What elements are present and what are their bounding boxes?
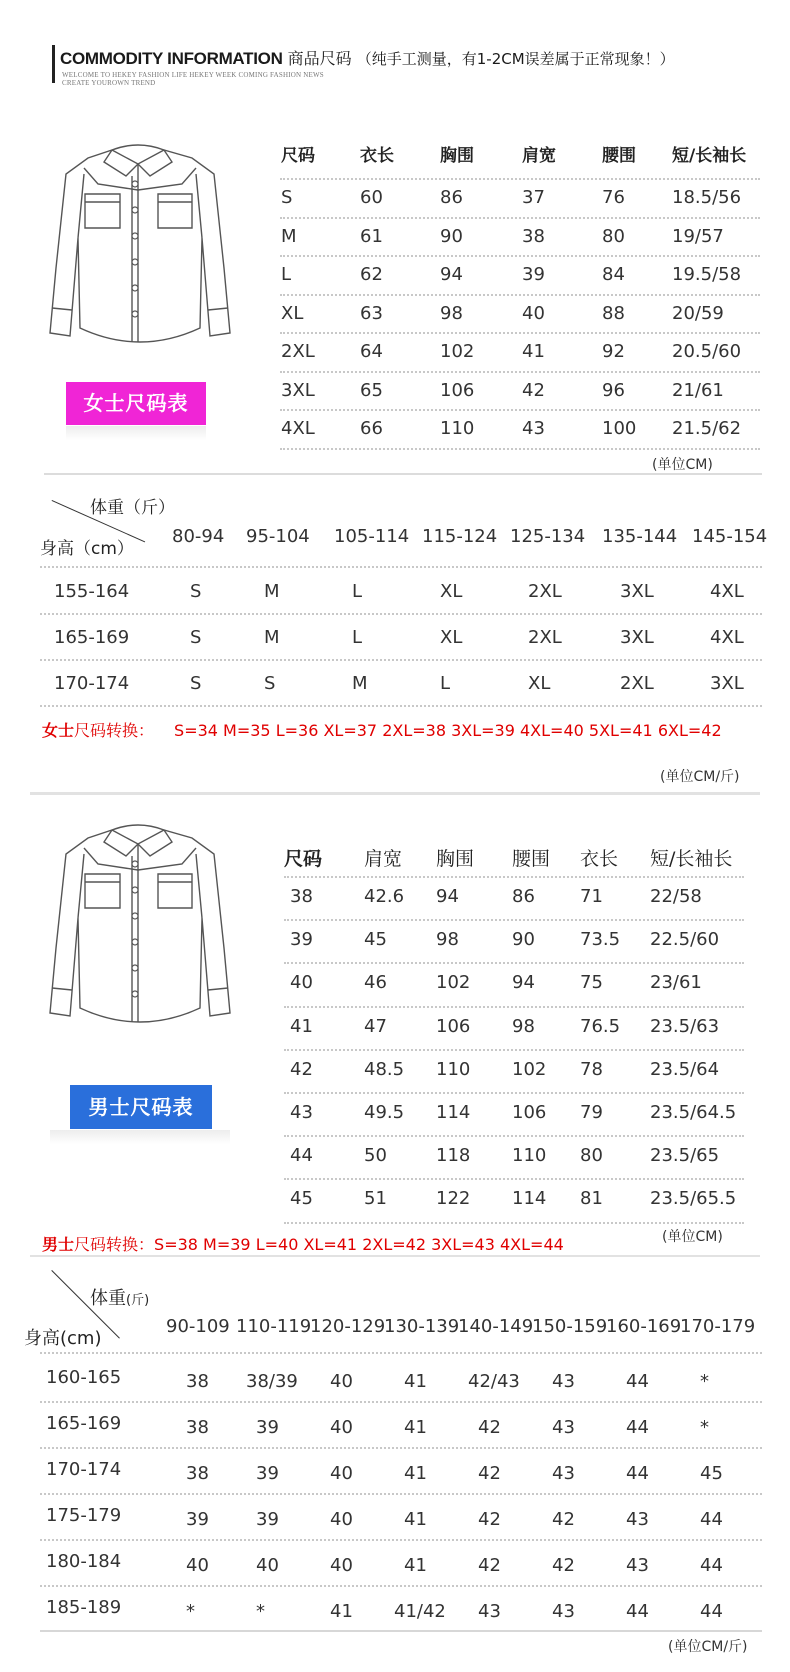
men-table-cell: 42.6 [364, 886, 405, 907]
header-subtitle-2: CREATE YOUROWN TREND [62, 79, 156, 87]
men-rec-size: 42/43 [468, 1371, 520, 1392]
men-table-cell: 76.5 [580, 1015, 621, 1037]
men-rec-size: 44 [626, 1371, 649, 1392]
men-rec-size: 38 [186, 1371, 209, 1392]
women-table-cell: 94 [440, 264, 463, 285]
women-table-cell: 19.5/58 [672, 264, 742, 285]
men-rec-size: 43 [626, 1555, 649, 1576]
men-size-badge: 男士尺码表 [70, 1085, 212, 1129]
women-rec-size: L [352, 581, 363, 602]
women-conversion [42, 718, 722, 741]
women-table-cell: 106 [440, 379, 475, 401]
men-table-header: 肩宽 [364, 848, 403, 870]
men-rec-weight: 160-169 [606, 1316, 682, 1337]
women-table-cell: 62 [360, 264, 383, 285]
men-rec-size: 42 [552, 1509, 575, 1530]
men-rec-bottom-line [40, 1630, 762, 1632]
men-rec-size: 43 [552, 1371, 575, 1392]
men-table-cell: 102 [512, 1058, 547, 1080]
women-table-cell: 3XL [281, 379, 315, 401]
men-table-row-line [284, 1135, 744, 1137]
page-title [60, 46, 675, 69]
women-table-cell: XL [281, 302, 304, 324]
men-rec-size: 38 [186, 1463, 209, 1484]
women-table-header: 衣长 [360, 146, 394, 166]
women-table-divider [44, 473, 762, 475]
men-table-row-line [284, 1006, 744, 1008]
women-table-cell: 2XL [281, 341, 315, 362]
women-rec-weight: 105-114 [334, 526, 410, 547]
women-table-cell: 110 [440, 418, 475, 439]
men-table-header: 尺码 [284, 848, 323, 870]
men-conversion-prefix-bold: 男士 [42, 1235, 75, 1254]
men-table-row-line [284, 1092, 744, 1094]
men-table-cell: 23/61 [650, 972, 702, 994]
women-table-row-line [280, 255, 760, 257]
section-divider [30, 792, 760, 795]
men-table-cell: 94 [436, 886, 459, 907]
women-table-row-line [280, 217, 760, 219]
women-table-cell: 102 [440, 341, 475, 362]
women-rec-unit: (单位CM/斤) [660, 769, 740, 785]
men-table-cell: 42 [290, 1058, 313, 1080]
women-rec-size: XL [440, 627, 463, 648]
women-rec-size: XL [528, 673, 551, 694]
men-rec-line [40, 1585, 762, 1587]
women-table-cell: 96 [602, 379, 625, 401]
women-table-header: 肩宽 [522, 146, 556, 166]
men-weight-text: 体重 [90, 1288, 126, 1309]
women-rec-size: S [264, 673, 276, 694]
women-rec-size: M [264, 627, 280, 648]
men-rec-size: 43 [552, 1463, 575, 1484]
women-rec-size: S [190, 627, 202, 648]
header-subtitle-1: WELCOME TO HEKEY FASHION LIFE HEKEY WEEK COMING FASHION NEWS [62, 71, 324, 79]
men-rec-height: 180-184 [46, 1551, 122, 1572]
men-rec-size: 43 [478, 1601, 501, 1622]
men-conversion-values: S=38 M=39 L=40 XL=41 2XL=42 3XL=43 4XL=44 [154, 1235, 564, 1254]
men-table-cell: 86 [512, 886, 535, 907]
women-rec-weight: 145-154 [692, 526, 768, 547]
women-height-label: 身高（cm） [40, 539, 134, 559]
men-conversion-prefix: 尺码转换： [74, 1235, 155, 1254]
men-table-header: 衣长 [580, 848, 619, 870]
women-rec-weight: 125-134 [510, 526, 586, 547]
women-table-cell: 90 [440, 225, 463, 247]
men-table-row-line [284, 1049, 744, 1051]
women-rec-height: 170-174 [54, 673, 130, 694]
men-rec-size: 42 [478, 1463, 501, 1484]
women-table-cell: 40 [522, 302, 545, 324]
women-table-row-line [280, 409, 760, 411]
men-rec-size: 40 [330, 1371, 353, 1392]
women-table-row-line [280, 332, 760, 334]
men-table-cell: 110 [512, 1145, 547, 1167]
women-table-cell: 88 [602, 302, 625, 324]
women-rec-size: 2XL [528, 627, 562, 648]
women-table-cell: 86 [440, 187, 463, 208]
men-rec-line [40, 1493, 762, 1495]
women-rec-size: 4XL [710, 581, 744, 602]
men-rec-weight: 110-119 [236, 1316, 312, 1337]
women-rec-height: 155-164 [54, 581, 130, 602]
men-table-cell: 45 [364, 929, 387, 951]
men-table-cell: 41 [290, 1015, 313, 1037]
men-rec-size: 40 [330, 1509, 353, 1530]
women-conversion-prefix: 尺码转换： [74, 721, 155, 740]
men-table-cell: 47 [364, 1015, 387, 1037]
men-table-cell: 114 [436, 1102, 471, 1123]
women-table-cell: 41 [522, 341, 545, 362]
men-table-cell: 43 [290, 1102, 313, 1123]
men-table-header: 胸围 [436, 848, 475, 870]
men-table-cell: 106 [512, 1102, 547, 1123]
men-table-cell: 80 [580, 1145, 603, 1167]
men-table-cell: 50 [364, 1145, 387, 1167]
men-rec-size: 39 [186, 1509, 209, 1530]
header-accent-bar [52, 45, 55, 83]
women-table-cell: 80 [602, 225, 625, 247]
men-table-cell: 90 [512, 929, 535, 951]
women-table-header: 短/长袖长 [672, 146, 747, 166]
men-table-cell: 78 [580, 1058, 603, 1080]
women-table-header: 尺码 [281, 146, 315, 166]
men-table-cell: 73.5 [580, 929, 621, 951]
women-table-cell: 21/61 [672, 379, 724, 401]
men-badge-shadow [50, 1130, 230, 1144]
women-weight-label: 体重（斤） [90, 498, 175, 518]
women-table-cell: 4XL [281, 418, 315, 439]
men-table-cell: 98 [436, 929, 459, 951]
men-table-cell: 98 [512, 1015, 535, 1037]
men-table-cell: 75 [580, 972, 603, 994]
women-rec-size: 2XL [620, 673, 654, 694]
women-table-cell: 20/59 [672, 302, 724, 324]
title-bold: COMMODITY INFORMATION [60, 49, 283, 68]
women-rec-height: 165-169 [54, 627, 130, 648]
men-rec-height: 165-169 [46, 1413, 122, 1434]
title-cn: 商品尺码 [287, 49, 352, 68]
women-rec-line [40, 659, 762, 661]
men-rec-weight: 170-179 [680, 1316, 756, 1337]
men-rec-size: 41 [404, 1509, 427, 1530]
women-table-cell: 38 [522, 225, 545, 247]
women-rec-size: L [440, 673, 451, 694]
men-rec-size: * [256, 1601, 265, 1622]
men-rec-size: 44 [626, 1417, 649, 1438]
men-table-row-line [284, 1178, 744, 1180]
women-conversion-values: S=34 M=35 L=36 XL=37 2XL=38 3XL=39 4XL=40 5XL=41 6XL=42 [174, 721, 722, 740]
women-rec-size: L [352, 627, 363, 648]
women-badge-shadow [66, 426, 206, 440]
men-rec-size: 38/39 [246, 1371, 298, 1392]
men-table-row-line [284, 1222, 744, 1224]
men-rec-size: 44 [626, 1463, 649, 1484]
women-rec-line [40, 705, 762, 707]
women-table-cell: 43 [522, 418, 545, 439]
men-table-cell: 48.5 [364, 1058, 405, 1080]
men-table-cell: 81 [580, 1188, 603, 1210]
women-table-cell: 42 [522, 379, 545, 401]
men-table-cell: 38 [290, 886, 313, 907]
men-table-cell: 106 [436, 1015, 471, 1037]
men-rec-size: * [700, 1371, 709, 1392]
men-rec-size: 41 [404, 1555, 427, 1576]
men-conversion [42, 1232, 564, 1255]
men-table-row-line [284, 962, 744, 964]
men-table-cell: 79 [580, 1102, 603, 1123]
men-table-cell: 45 [290, 1188, 313, 1210]
men-table-cell: 114 [512, 1188, 547, 1210]
women-table-cell: 100 [602, 418, 637, 439]
women-table-cell: 37 [522, 187, 545, 208]
women-rec-size: 2XL [528, 581, 562, 602]
men-table-cell: 46 [364, 972, 387, 994]
men-table-cell: 44 [290, 1145, 313, 1167]
men-table-divider [30, 1255, 760, 1257]
men-shirt-illustration-icon [40, 808, 240, 1048]
men-table-cell: 49.5 [364, 1102, 405, 1123]
women-table-row-line [280, 448, 760, 450]
men-rec-size: 40 [330, 1417, 353, 1438]
men-rec-size: 39 [256, 1417, 279, 1438]
women-table-cell: 63 [360, 302, 383, 324]
men-table-cell: 94 [512, 972, 535, 994]
men-table-header: 短/长袖长 [650, 848, 733, 870]
men-rec-weight: 130-139 [384, 1316, 460, 1337]
men-table-cell: 22/58 [650, 886, 702, 907]
men-table-row-line [284, 919, 744, 921]
men-rec-size: 45 [700, 1463, 723, 1484]
women-table-cell: 21.5/62 [672, 418, 742, 439]
women-rec-size: M [264, 581, 280, 602]
men-rec-size: 40 [330, 1463, 353, 1484]
women-table-cell: 84 [602, 264, 625, 285]
women-rec-size: 3XL [620, 627, 654, 648]
men-table-cell: 118 [436, 1145, 471, 1167]
men-rec-size: 43 [552, 1417, 575, 1438]
women-table-cell: 66 [360, 418, 383, 439]
men-table-cell: 22.5/60 [650, 929, 720, 951]
men-rec-size: 40 [256, 1555, 279, 1576]
men-rec-size: 41 [404, 1463, 427, 1484]
men-table-cell: 23.5/64 [650, 1058, 720, 1080]
women-table-cell: 20.5/60 [672, 341, 742, 362]
men-rec-size: 40 [330, 1555, 353, 1576]
men-rec-weight: 140-149 [458, 1316, 534, 1337]
men-rec-size: 39 [256, 1509, 279, 1530]
men-table-cell: 23.5/65.5 [650, 1188, 737, 1210]
women-table-cell: 65 [360, 379, 383, 401]
women-table-cell: 64 [360, 341, 383, 362]
men-rec-weight: 150-159 [532, 1316, 608, 1337]
women-conversion-prefix-bold: 女士 [42, 721, 75, 740]
men-rec-size: 42 [478, 1417, 501, 1438]
women-rec-size: 4XL [710, 627, 744, 648]
men-table-cell: 51 [364, 1188, 387, 1210]
men-rec-size: * [186, 1601, 195, 1622]
men-rec-height: 160-165 [46, 1367, 122, 1388]
men-rec-size: 41 [404, 1417, 427, 1438]
women-rec-weight: 95-104 [246, 526, 310, 547]
women-table-cell: 18.5/56 [672, 187, 742, 208]
women-table-cell: L [281, 264, 292, 285]
men-rec-size: 41/42 [394, 1601, 446, 1622]
men-rec-size: 44 [626, 1601, 649, 1622]
men-rec-size: 44 [700, 1509, 723, 1530]
women-table-cell: 92 [602, 341, 625, 362]
men-weight-label [90, 1284, 149, 1310]
men-rec-size: 44 [700, 1601, 723, 1622]
men-rec-height: 175-179 [46, 1505, 122, 1526]
men-rec-size: 42 [552, 1555, 575, 1576]
men-height-label [24, 1324, 101, 1350]
women-rec-size: 3XL [710, 673, 744, 694]
men-rec-size: 38 [186, 1417, 209, 1438]
men-rec-size: 41 [404, 1371, 427, 1392]
women-table-cell: 39 [522, 264, 545, 285]
women-table-cell: M [281, 225, 297, 247]
women-rec-weight: 135-144 [602, 526, 678, 547]
women-table-row-line [280, 294, 760, 296]
men-rec-weight: 90-109 [166, 1316, 230, 1337]
women-table-header: 胸围 [440, 146, 474, 166]
men-height-text: 身高(cm) [24, 1328, 102, 1349]
women-table-cell: 61 [360, 225, 383, 247]
men-table-cell: 122 [436, 1188, 471, 1210]
women-table-header: 腰围 [602, 146, 636, 166]
men-rec-size: 42 [478, 1555, 501, 1576]
men-rec-line [40, 1352, 762, 1354]
men-rec-unit: (单位CM/斤) [668, 1639, 748, 1655]
men-table-cell: 71 [580, 886, 603, 907]
women-size-badge: 女士尺码表 [66, 382, 206, 425]
women-rec-size: M [352, 673, 368, 694]
men-rec-size: 43 [552, 1601, 575, 1622]
men-rec-height: 185-189 [46, 1597, 122, 1618]
women-table-cell: 98 [440, 302, 463, 324]
men-rec-size: 41 [330, 1601, 353, 1622]
men-table-cell: 23.5/64.5 [650, 1102, 737, 1123]
men-rec-height: 170-174 [46, 1459, 122, 1480]
men-rec-size: 40 [186, 1555, 209, 1576]
men-table-cell: 110 [436, 1058, 471, 1080]
men-rec-line [40, 1447, 762, 1449]
women-rec-size: S [190, 581, 202, 602]
men-table-header: 腰围 [512, 848, 551, 870]
men-rec-size: 44 [700, 1555, 723, 1576]
men-rec-size: 42 [478, 1509, 501, 1530]
men-rec-size: 43 [626, 1509, 649, 1530]
women-table-row-line [280, 178, 760, 180]
women-table-unit: (单位CM) [652, 457, 713, 473]
men-table-cell: 23.5/65 [650, 1145, 720, 1167]
women-shirt-illustration-icon [40, 128, 240, 368]
men-rec-line [40, 1401, 762, 1403]
women-table-row-line [280, 371, 760, 373]
men-rec-size: 39 [256, 1463, 279, 1484]
men-rec-size: * [700, 1417, 709, 1438]
measure-note: （纯手工测量，有1-2CM误差属于正常现象！） [356, 50, 675, 68]
women-rec-size: XL [440, 581, 463, 602]
men-table-unit: (单位CM) [662, 1229, 723, 1245]
men-table-cell: 102 [436, 972, 471, 994]
women-rec-size: 3XL [620, 581, 654, 602]
women-rec-weight: 80-94 [172, 526, 225, 547]
women-rec-size: S [190, 673, 202, 694]
men-table-cell: 23.5/63 [650, 1015, 720, 1037]
men-weight-unit: (斤) [126, 1293, 150, 1308]
men-table-row-line [284, 876, 744, 878]
women-table-cell: 76 [602, 187, 625, 208]
men-rec-weight: 120-129 [310, 1316, 386, 1337]
women-rec-weight: 115-124 [422, 526, 498, 547]
women-rec-line [40, 613, 762, 615]
women-rec-line [40, 566, 762, 568]
men-table-cell: 39 [290, 929, 313, 951]
men-rec-line [40, 1539, 762, 1541]
women-table-cell: 19/57 [672, 225, 724, 247]
women-table-cell: S [281, 187, 293, 208]
women-table-cell: 60 [360, 187, 383, 208]
men-table-cell: 40 [290, 972, 313, 994]
